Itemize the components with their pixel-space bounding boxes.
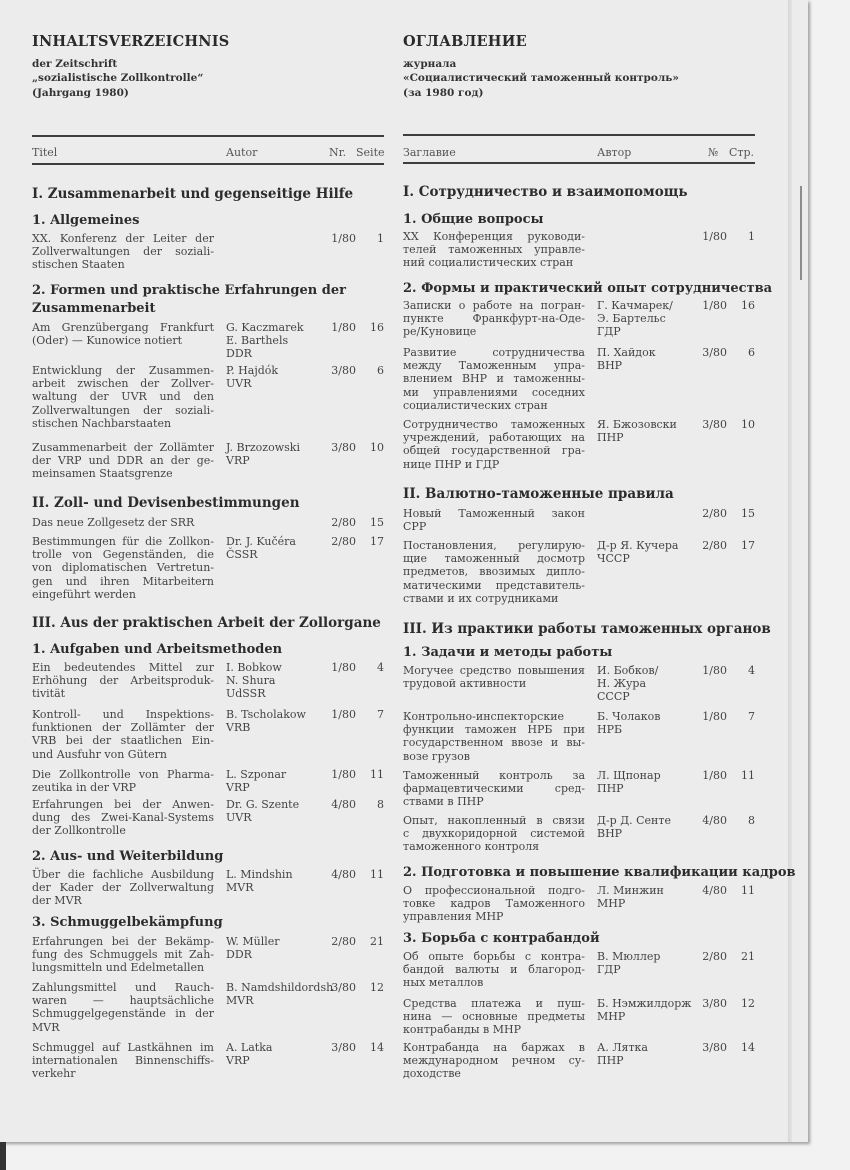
entry-author-line: Д-р Д. Сенте	[597, 814, 671, 827]
russian-toc-title: ОГЛАВЛЕНИЕ	[403, 33, 527, 50]
entry-title-line: Записки о работе на погран-	[403, 299, 585, 312]
entry-author	[597, 769, 697, 795]
entry-title-line: таможенного контроля	[403, 840, 540, 854]
entry-issue-number: 1/80	[331, 661, 356, 674]
entry-title-line: Entwicklung der Zusammen-	[32, 364, 214, 377]
entry-author-line: ГДР	[597, 963, 621, 977]
subsection-heading: 2. Formen und praktische Erfahrungen der	[32, 283, 346, 298]
entry-author-line: ВНР	[597, 359, 623, 373]
entry-title-line: Am Grenzübergang Frankfurt	[32, 321, 214, 334]
column-header-title: Заглавие	[403, 146, 456, 159]
entry-author	[597, 997, 697, 1023]
entry-issue-number: 4/80	[702, 884, 727, 897]
entry-page-number: 12	[741, 997, 755, 1010]
entry-author	[597, 539, 697, 565]
entry-title-line: Kontroll- und Inspektions-	[32, 708, 214, 721]
header-rule-top	[32, 135, 384, 137]
entry-title	[403, 664, 585, 690]
entry-title-line: ний социалистических стран	[403, 256, 574, 270]
entry-author-line: VRP	[226, 781, 250, 795]
entry-title-line: общей государственной гра-	[403, 444, 585, 458]
entry-title	[32, 364, 214, 430]
entry-author	[597, 418, 697, 444]
entry-author-line: МНР	[597, 897, 626, 911]
entry-title-line: О профессиональной подго-	[403, 884, 585, 897]
entry-title-line: управления МНР	[403, 910, 504, 924]
entry-issue-number: 2/80	[331, 516, 356, 529]
entry-issue-number: 2/80	[702, 950, 727, 963]
entry-author	[226, 1041, 326, 1067]
subsection-heading: 2. Aus- und Weiterbildung	[32, 849, 224, 864]
entry-title-line: eingeführt werden	[32, 587, 136, 601]
entry-page-number: 11	[370, 768, 384, 781]
entry-author-line: VRB	[226, 721, 251, 735]
entry-author	[226, 935, 326, 961]
entry-author-line: VRP	[226, 1054, 250, 1068]
header-rule-top	[403, 134, 755, 136]
entry-author-line: B. Namdshildordsh	[226, 981, 334, 994]
entry-author-line: Л. Минжин	[597, 884, 664, 897]
entry-title-line: Опыт, накопленный в связи	[403, 814, 585, 827]
entry-title-line: СРР	[403, 520, 427, 534]
entry-title-line: фармацевтическими сред-	[403, 782, 585, 796]
entry-author	[597, 1041, 697, 1067]
entry-title-line: предметов, ввозимых дипло-	[403, 565, 585, 579]
entry-title-line: dung des Zwei-Kanal-Systems	[32, 811, 214, 825]
entry-author-line: ČSSR	[226, 548, 258, 562]
subsection-heading: 3. Schmuggelbekämpfung	[32, 915, 223, 930]
entry-author-line: В. Мюллер	[597, 950, 661, 963]
entry-issue-number: 3/80	[702, 346, 727, 359]
entry-title-line: доходстве	[403, 1067, 461, 1081]
entry-author	[226, 535, 326, 561]
german-toc-title: INHALTSVERZEICHNIS	[32, 33, 230, 50]
entry-author-line: VRP	[226, 454, 250, 468]
entry-author	[226, 661, 326, 701]
entry-title	[32, 1041, 214, 1081]
entry-title-line: телей таможенных управле-	[403, 243, 585, 257]
entry-page-number: 6	[377, 364, 384, 377]
entry-title-line: ных металлов	[403, 976, 484, 990]
column-header-author: Autor	[226, 146, 258, 159]
entry-author-line: П. Хайдок	[597, 346, 656, 359]
entry-title	[403, 769, 585, 809]
entry-author-line: Э. Бартельс	[597, 312, 666, 326]
subsection-heading: 2. Подготовка и повышение квалификации кадров	[403, 865, 796, 880]
entry-title	[403, 814, 585, 854]
entry-title-line: stischen Staaten	[32, 258, 125, 272]
entry-author	[226, 321, 326, 361]
entry-title-line: ре/Куновице	[403, 325, 477, 339]
entry-title-line: waltung der UVR und den	[32, 390, 214, 404]
entry-title-line: нице ПНР и ГДР	[403, 457, 500, 471]
entry-title-line: fung des Schmuggels mit Zah-	[32, 948, 214, 962]
entry-author	[226, 981, 334, 1008]
entry-author	[597, 814, 697, 840]
entry-issue-number: 4/80	[331, 798, 356, 811]
entry-title-line: MVR	[32, 1020, 60, 1034]
subsection-heading: 2. Формы и практический опыт сотрудничества	[403, 281, 773, 296]
entry-title	[403, 997, 585, 1037]
entry-title-line: stischen Nachbarstaaten	[32, 416, 172, 430]
section-heading: III. Aus der praktischen Arbeit der Zollorgane	[32, 615, 381, 631]
entry-title	[32, 798, 214, 838]
entry-author-line: ПНР	[597, 1054, 624, 1068]
entry-title-line: Развитие сотрудничества	[403, 346, 585, 359]
entry-title	[32, 868, 214, 908]
entry-issue-number: 4/80	[331, 868, 356, 881]
entry-author-line: A. Latka	[226, 1041, 273, 1054]
entry-title-line: Schmuggelgegenstände in der	[32, 1007, 214, 1021]
entry-author-line: J. Brzozowski	[226, 441, 300, 454]
entry-title-line: der MVR	[32, 894, 82, 908]
entry-issue-number: 1/80	[702, 664, 727, 677]
entry-title-line: ствами и их сотрудниками	[403, 591, 559, 605]
entry-title-line: XX. Konferenz der Leiter der	[32, 232, 214, 245]
russian-subtitle-line: (за 1980 год)	[403, 87, 484, 99]
entry-issue-number: 2/80	[702, 539, 727, 552]
entry-author-line: UVR	[226, 377, 252, 391]
entry-author-line: I. Bobkow	[226, 661, 282, 674]
entry-author-line: B. Tscholakow	[226, 708, 306, 721]
entry-title-line: Die Zollkontrolle von Pharma-	[32, 768, 214, 781]
entry-title	[403, 539, 585, 605]
entry-title-line: trolle von Gegenständen, die	[32, 548, 214, 562]
entry-author	[226, 364, 326, 390]
entry-page-number: 16	[370, 321, 384, 334]
entry-page-number: 1	[377, 232, 384, 245]
entry-title-line: учреждений, работающих на	[403, 431, 585, 445]
entry-title-line: Контрабанда на баржах в	[403, 1041, 585, 1054]
entry-title	[403, 346, 585, 412]
entry-page-number: 11	[370, 868, 384, 881]
entry-author-line: Dr. J. Kučéra	[226, 535, 296, 548]
entry-page-number: 14	[370, 1041, 384, 1054]
subsection-heading: 1. Allgemeines	[32, 213, 140, 228]
entry-title	[32, 935, 214, 975]
entry-title-line: ствами в ПНР	[403, 795, 484, 809]
entry-title-line: verkehr	[32, 1067, 76, 1081]
entry-title-line: между Таможенным упра-	[403, 359, 585, 373]
entry-author	[226, 441, 326, 467]
entry-author-line: UdSSR	[226, 687, 266, 701]
entry-title-line: Schmuggel auf Lastkähnen im	[32, 1041, 214, 1054]
entry-page-number: 10	[370, 441, 384, 454]
entry-title-line: контрабанды в МНР	[403, 1023, 521, 1037]
german-subtitle-line: (Jahrgang 1980)	[32, 87, 129, 99]
entry-title-line: функции таможен НРБ при	[403, 723, 585, 737]
entry-author-line: ВНР	[597, 827, 623, 841]
entry-title	[32, 441, 214, 481]
entry-author-line: MVR	[226, 881, 254, 895]
entry-issue-number: 3/80	[702, 997, 727, 1010]
entry-author-line: ПНР	[597, 431, 624, 445]
entry-author-line: Я. Бжозовски	[597, 418, 677, 431]
column-header-title: Titel	[32, 146, 58, 159]
entry-title	[32, 708, 214, 761]
entry-title-line: возе грузов	[403, 749, 470, 763]
entry-issue-number: 1/80	[702, 769, 727, 782]
entry-page-number: 21	[370, 935, 384, 948]
entry-author-line: ПНР	[597, 782, 624, 796]
header-rule-bottom	[32, 163, 384, 165]
entry-issue-number: 1/80	[702, 710, 727, 723]
entry-author-line: Б. Нэмжилдорж	[597, 997, 692, 1010]
entry-title	[32, 661, 214, 701]
entry-title-line: gen und ihren Mitarbeitern	[32, 574, 214, 588]
entry-author-line: UVR	[226, 811, 252, 825]
column-header-nr: Nr.	[329, 146, 347, 159]
entry-title-line: waren — hauptsächliche	[32, 994, 214, 1008]
entry-title-line: Zusammenarbeit der Zollämter	[32, 441, 214, 454]
section-heading: II. Zoll- und Devisenbestimmungen	[32, 495, 300, 511]
entry-title	[403, 507, 585, 533]
entry-title	[403, 950, 585, 990]
entry-issue-number: 2/80	[702, 507, 727, 520]
entry-title-line: Могучее средство повышения	[403, 664, 585, 677]
entry-page-number: 6	[748, 346, 755, 359]
entry-author	[597, 299, 697, 339]
entry-title-line: Erfahrungen bei der Anwen-	[32, 798, 214, 811]
entry-author	[226, 708, 326, 734]
entry-title-line: Das neue Zollgesetz der SRR	[32, 516, 195, 529]
entry-author	[226, 868, 326, 894]
entry-author	[597, 346, 697, 372]
entry-page-number: 7	[377, 708, 384, 721]
entry-author-line: Dr. G. Szente	[226, 798, 300, 811]
entry-page-number: 17	[741, 539, 755, 552]
entry-author	[226, 798, 326, 824]
subsection-heading-cont: Zusammenarbeit	[32, 301, 156, 316]
entry-author	[597, 710, 697, 736]
binder-edge	[0, 1142, 6, 1170]
entry-title-line: бандой валюты и благород-	[403, 963, 585, 977]
subsection-heading: 1. Общие вопросы	[403, 212, 544, 227]
entry-issue-number: 3/80	[331, 364, 356, 377]
entry-author-line: Н. Жура	[597, 677, 647, 691]
entry-title	[403, 299, 585, 339]
entry-issue-number: 4/80	[702, 814, 727, 827]
entry-title-line: der Zollkontrolle	[32, 824, 126, 838]
entry-title-line: нина — основные предметы	[403, 1010, 585, 1024]
entry-title-line: государственном ввозе и вы-	[403, 736, 585, 750]
entry-title-line: Контрольно-инспекторские	[403, 710, 565, 723]
russian-subtitle-line: «Социалистический таможенный контроль»	[403, 72, 679, 84]
entry-issue-number: 3/80	[331, 1041, 356, 1054]
column-header-nr: №	[708, 146, 719, 159]
column-header-author: Автор	[597, 146, 632, 159]
entry-page-number: 4	[748, 664, 755, 677]
entry-title-line: Постановления, регулирую-	[403, 539, 585, 552]
entry-author	[597, 664, 697, 704]
entry-title-line: tivität	[32, 687, 66, 701]
section-heading: I. Сотрудничество и взаимопомощь	[403, 184, 688, 200]
entry-title	[403, 884, 585, 924]
entry-author-line: P. Hajdók	[226, 364, 279, 377]
subsection-heading: 1. Задачи и методы работы	[403, 645, 613, 660]
entry-author-line: L. Szponar	[226, 768, 287, 781]
entry-page-number: 15	[741, 507, 755, 520]
entry-title-line: und Ausfuhr von Gütern	[32, 747, 167, 761]
section-heading: I. Zusammenarbeit und gegenseitige Hilfe	[32, 186, 354, 202]
entry-title-line: товке кадров Таможенного	[403, 897, 585, 911]
entry-issue-number: 1/80	[331, 708, 356, 721]
entry-title-line: VRB bei der staatlichen Ein-	[32, 734, 214, 748]
entry-author-line: СССР	[597, 690, 630, 704]
entry-title-line: Zollverwaltungen der soziali-	[32, 403, 214, 417]
entry-title-line: Zahlungsmittel und Rauch-	[32, 981, 214, 994]
entry-title-line: трудовой активности	[403, 677, 527, 691]
entry-title	[32, 516, 214, 529]
entry-title-line: arbeit zwischen der Zollver-	[32, 377, 214, 391]
entry-title-line: матическими представитель-	[403, 578, 585, 592]
margin-mark	[800, 186, 802, 280]
entry-author	[226, 768, 326, 794]
entry-title-line: lungsmitteln und Edelmetallen	[32, 961, 205, 975]
entry-issue-number: 2/80	[331, 535, 356, 548]
entry-title-line: Ein bedeutendes Mittel zur	[32, 661, 214, 674]
entry-page-number: 16	[741, 299, 755, 312]
entry-page-number: 21	[741, 950, 755, 963]
entry-title	[403, 418, 585, 471]
entry-title	[403, 710, 585, 763]
entry-author-line: DDR	[226, 948, 252, 962]
entry-issue-number: 1/80	[702, 230, 727, 243]
entry-title-line: с двухкоридорной системой	[403, 827, 585, 841]
entry-author-line: Д-р Я. Кучера	[597, 539, 679, 552]
entry-title-line: щие таможенный досмотр	[403, 552, 585, 566]
entry-issue-number: 1/80	[702, 299, 727, 312]
entry-page-number: 11	[741, 769, 755, 782]
header-rule-bottom	[403, 162, 755, 164]
entry-author-line: MVR	[226, 994, 254, 1008]
russian-subtitle-line: журнала	[403, 58, 457, 70]
entry-title-line: Zollverwaltungen der soziali-	[32, 245, 214, 259]
entry-issue-number: 1/80	[331, 232, 356, 245]
subsection-heading: 3. Борьба с контрабандой	[403, 931, 600, 946]
entry-author-line: Б. Чолаков	[597, 710, 661, 723]
entry-title-line: международном речном су-	[403, 1054, 585, 1068]
entry-title-line: der VRP und DDR an der ge-	[32, 454, 214, 468]
entry-author-line: НРБ	[597, 723, 623, 737]
entry-title	[32, 232, 214, 272]
column-header-page: Seite	[356, 146, 385, 159]
entry-author-line: W. Müller	[226, 935, 280, 948]
entry-title-line: Bestimmungen für die Zollkon-	[32, 535, 214, 548]
entry-title-line: Erfahrungen bei der Bekämp-	[32, 935, 214, 948]
entry-author-line: Л. Щпонар	[597, 769, 661, 782]
entry-author-line: МНР	[597, 1010, 626, 1024]
entry-title	[403, 230, 585, 270]
entry-title-line: funktionen der Zollämter der	[32, 721, 214, 735]
entry-title-line: (Oder) — Kunowice notiert	[32, 334, 183, 348]
entry-author-line: DDR	[226, 347, 252, 361]
entry-title-line: Об опыте борьбы с контра-	[403, 950, 585, 963]
entry-page-number: 15	[370, 516, 384, 529]
entry-title	[403, 1041, 585, 1081]
entry-author-line: L. Mindshin	[226, 868, 293, 881]
entry-issue-number: 3/80	[702, 1041, 727, 1054]
entry-author-line: ГДР	[597, 325, 621, 339]
german-subtitle-line: der Zeitschrift	[32, 58, 118, 70]
entry-author-line: И. Бобков/	[597, 664, 659, 677]
entry-title	[32, 981, 214, 1034]
entry-issue-number: 2/80	[331, 935, 356, 948]
entry-author-line: А. Лятка	[597, 1041, 648, 1054]
entry-title	[32, 535, 214, 601]
entry-title-line: Новый Таможенный закон	[403, 507, 585, 520]
entry-page-number: 8	[748, 814, 755, 827]
entry-title-line: Таможенный контроль за	[403, 769, 585, 782]
entry-page-number: 7	[748, 710, 755, 723]
page-fold-shadow	[788, 0, 792, 1142]
entry-title-line: ми управлениями соседних	[403, 385, 585, 399]
entry-page-number: 8	[377, 798, 384, 811]
section-heading: III. Из практики работы таможенных органов	[403, 621, 771, 637]
entry-author-line: G. Kaczmarek	[226, 321, 304, 334]
entry-issue-number: 1/80	[331, 321, 356, 334]
entry-page-number: 11	[741, 884, 755, 897]
entry-title-line: социалистических стран	[403, 398, 548, 412]
entry-title-line: пункте Франкфурт-на-Оде-	[403, 312, 585, 326]
subsection-heading: 1. Aufgaben und Arbeitsmethoden	[32, 642, 283, 657]
entry-page-number: 10	[741, 418, 755, 431]
entry-title-line: Сотрудничество таможенных	[403, 418, 585, 431]
entry-issue-number: 3/80	[331, 981, 356, 994]
entry-title-line: Erhöhung der Arbeitsproduk-	[32, 674, 214, 688]
entry-title-line: Средства платежа и пуш-	[403, 997, 585, 1010]
column-header-page: Стр.	[729, 146, 755, 159]
entry-author-line: N. Shura	[226, 674, 276, 688]
entry-issue-number: 3/80	[702, 418, 727, 431]
entry-title-line: der Kader der Zollverwaltung	[32, 881, 214, 895]
entry-issue-number: 1/80	[331, 768, 356, 781]
entry-title-line: internationalen Binnenschiffs-	[32, 1054, 214, 1068]
entry-title	[32, 321, 214, 347]
entry-title-line: XX Конференция руководи-	[403, 230, 585, 243]
entry-page-number: 12	[370, 981, 384, 994]
entry-title	[32, 768, 214, 794]
entry-page-number: 4	[377, 661, 384, 674]
section-heading: II. Валютно-таможенные правила	[403, 486, 674, 502]
entry-title-line: Über die fachliche Ausbildung	[32, 868, 214, 881]
entry-title-line: zeutika in der VRP	[32, 781, 137, 795]
entry-page-number: 1	[748, 230, 755, 243]
entry-page-number: 14	[741, 1041, 755, 1054]
entry-author-line: ЧССР	[597, 552, 630, 566]
entry-title-line: влением ВНР и таможенны-	[403, 372, 585, 386]
entry-title-line: von diplomatischen Vertretun-	[32, 561, 214, 575]
entry-author	[597, 884, 697, 910]
entry-author-line: Г. Качмарек/	[597, 299, 673, 312]
entry-page-number: 17	[370, 535, 384, 548]
entry-author-line: E. Barthels	[226, 334, 289, 348]
entry-title-line: meinsamen Staatsgrenze	[32, 467, 173, 481]
entry-author	[597, 950, 697, 976]
german-subtitle-line: „sozialistische Zollkontrolle“	[32, 72, 204, 84]
entry-issue-number: 3/80	[331, 441, 356, 454]
